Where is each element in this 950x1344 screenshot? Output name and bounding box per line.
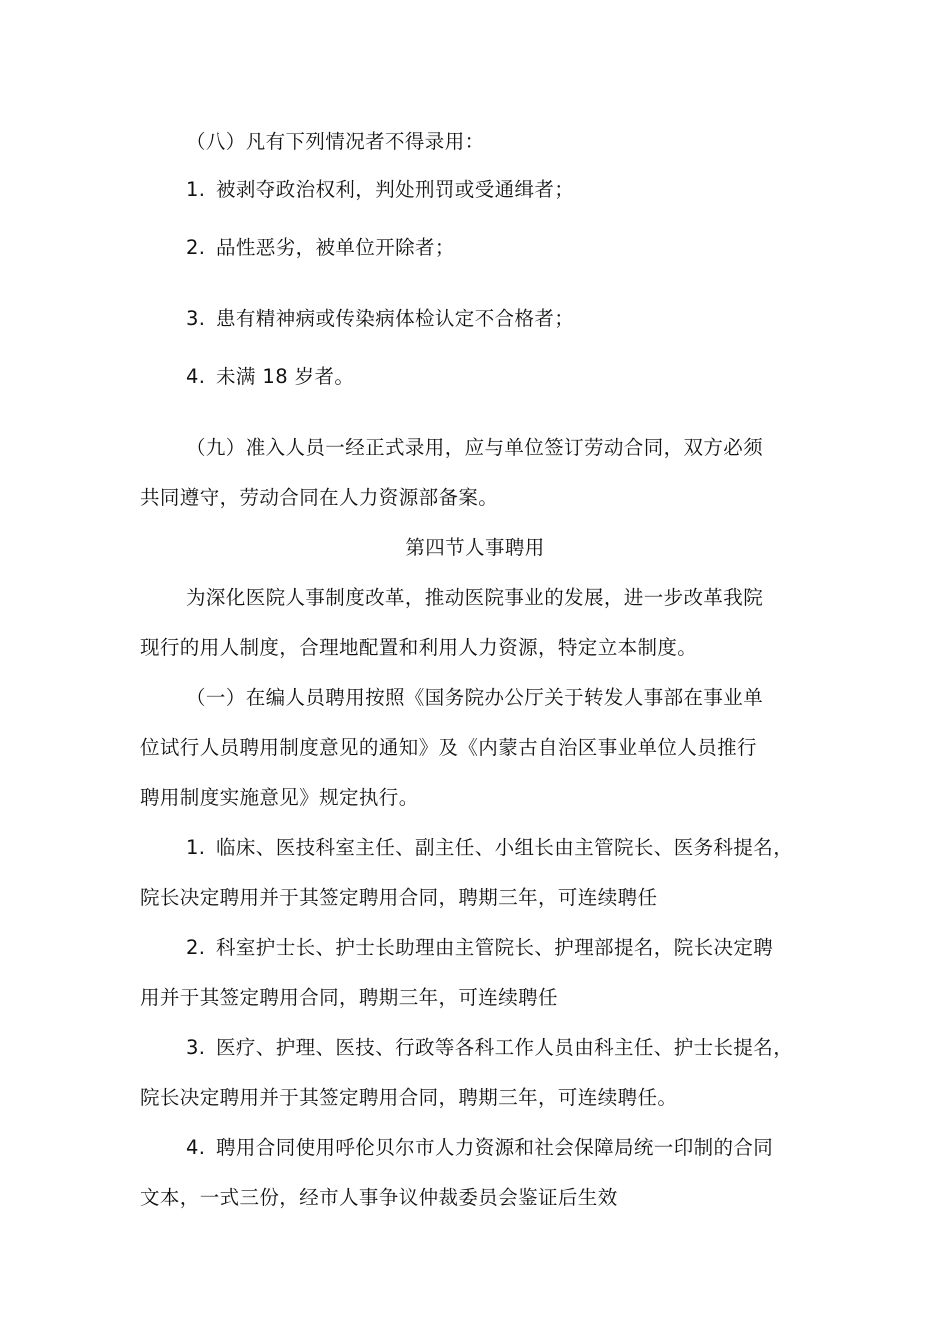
clause-item-text: 聘用合同使用呼伦贝尔市人力资源和社会保障局统一印制的合同 bbox=[216, 1136, 774, 1159]
clause-item-2-line-1 bbox=[186, 935, 773, 961]
list-item bbox=[186, 177, 574, 203]
clause-item-3-line-2: 院长决定聘用并于其签定聘用合同，聘期三年，可连续聘任。 bbox=[140, 1086, 678, 1109]
list-item bbox=[186, 364, 354, 390]
clause-item-text: 科室护士长、护士长助理由主管院长、护理部提名，院长决定聘 bbox=[216, 936, 774, 959]
clause-1-line-3: 聘用制度实施意见》规定执行。 bbox=[140, 786, 419, 809]
list-item bbox=[186, 235, 455, 261]
clause-item-2-line-2: 用并于其签定聘用合同，聘期三年，可连续聘任 bbox=[140, 986, 558, 1009]
section-9-line-1: （九）准入人员一经正式录用，应与单位签订劳动合同，双方必须 bbox=[186, 436, 764, 459]
list-item-text: 患有精神病或传染病体检认定不合格者； bbox=[216, 307, 575, 330]
list-item-number: 1. bbox=[186, 178, 206, 201]
list-item-text: 品性恶劣，被单位开除者； bbox=[216, 236, 455, 259]
clause-item-3-line-1 bbox=[186, 1035, 793, 1061]
clause-item-4-line-1 bbox=[186, 1135, 773, 1161]
section-title: 第四节人事聘用 bbox=[405, 536, 545, 559]
list-item bbox=[186, 306, 574, 332]
section-8-heading: （八）凡有下列情况者不得录用： bbox=[186, 130, 485, 153]
clause-item-number: 1. bbox=[186, 836, 206, 859]
list-item-number: 2. bbox=[186, 236, 206, 259]
clause-1-line-1: （一）在编人员聘用按照《国务院办公厅关于转发人事部在事业单 bbox=[186, 686, 764, 709]
clause-item-1-line-1 bbox=[186, 835, 793, 861]
clause-item-number: 2. bbox=[186, 936, 206, 959]
clause-1-line-2: 位试行人员聘用制度意见的通知》及《内蒙古自治区事业单位人员推行 bbox=[140, 736, 757, 759]
clause-item-1-line-2: 院长决定聘用并于其签定聘用合同，聘期三年，可连续聘任 bbox=[140, 886, 658, 909]
list-item-number: 4. bbox=[186, 365, 206, 388]
clause-item-number: 3. bbox=[186, 1036, 206, 1059]
section-9-line-2: 共同遵守，劳动合同在人力资源部备案。 bbox=[140, 486, 499, 509]
clause-item-text: 临床、医技科室主任、副主任、小组长由主管院长、医务科提名， bbox=[216, 836, 794, 859]
clause-item-text: 医疗、护理、医技、行政等各科工作人员由科主任、护士长提名， bbox=[216, 1036, 794, 1059]
list-item-number: 3. bbox=[186, 307, 206, 330]
clause-item-number: 4. bbox=[186, 1136, 206, 1159]
intro-line-1: 为深化医院人事制度改革，推动医院事业的发展，进一步改革我院 bbox=[186, 586, 764, 609]
clause-item-4-line-2: 文本，一式三份，经市人事争议仲裁委员会鉴证后生效 bbox=[140, 1186, 618, 1209]
list-item-text: 被剥夺政治权利，判处刑罚或受通缉者； bbox=[216, 178, 575, 201]
intro-line-2: 现行的用人制度，合理地配置和利用人力资源，特定立本制度。 bbox=[140, 636, 698, 659]
list-item-text: 未满 18 岁者。 bbox=[216, 365, 355, 388]
